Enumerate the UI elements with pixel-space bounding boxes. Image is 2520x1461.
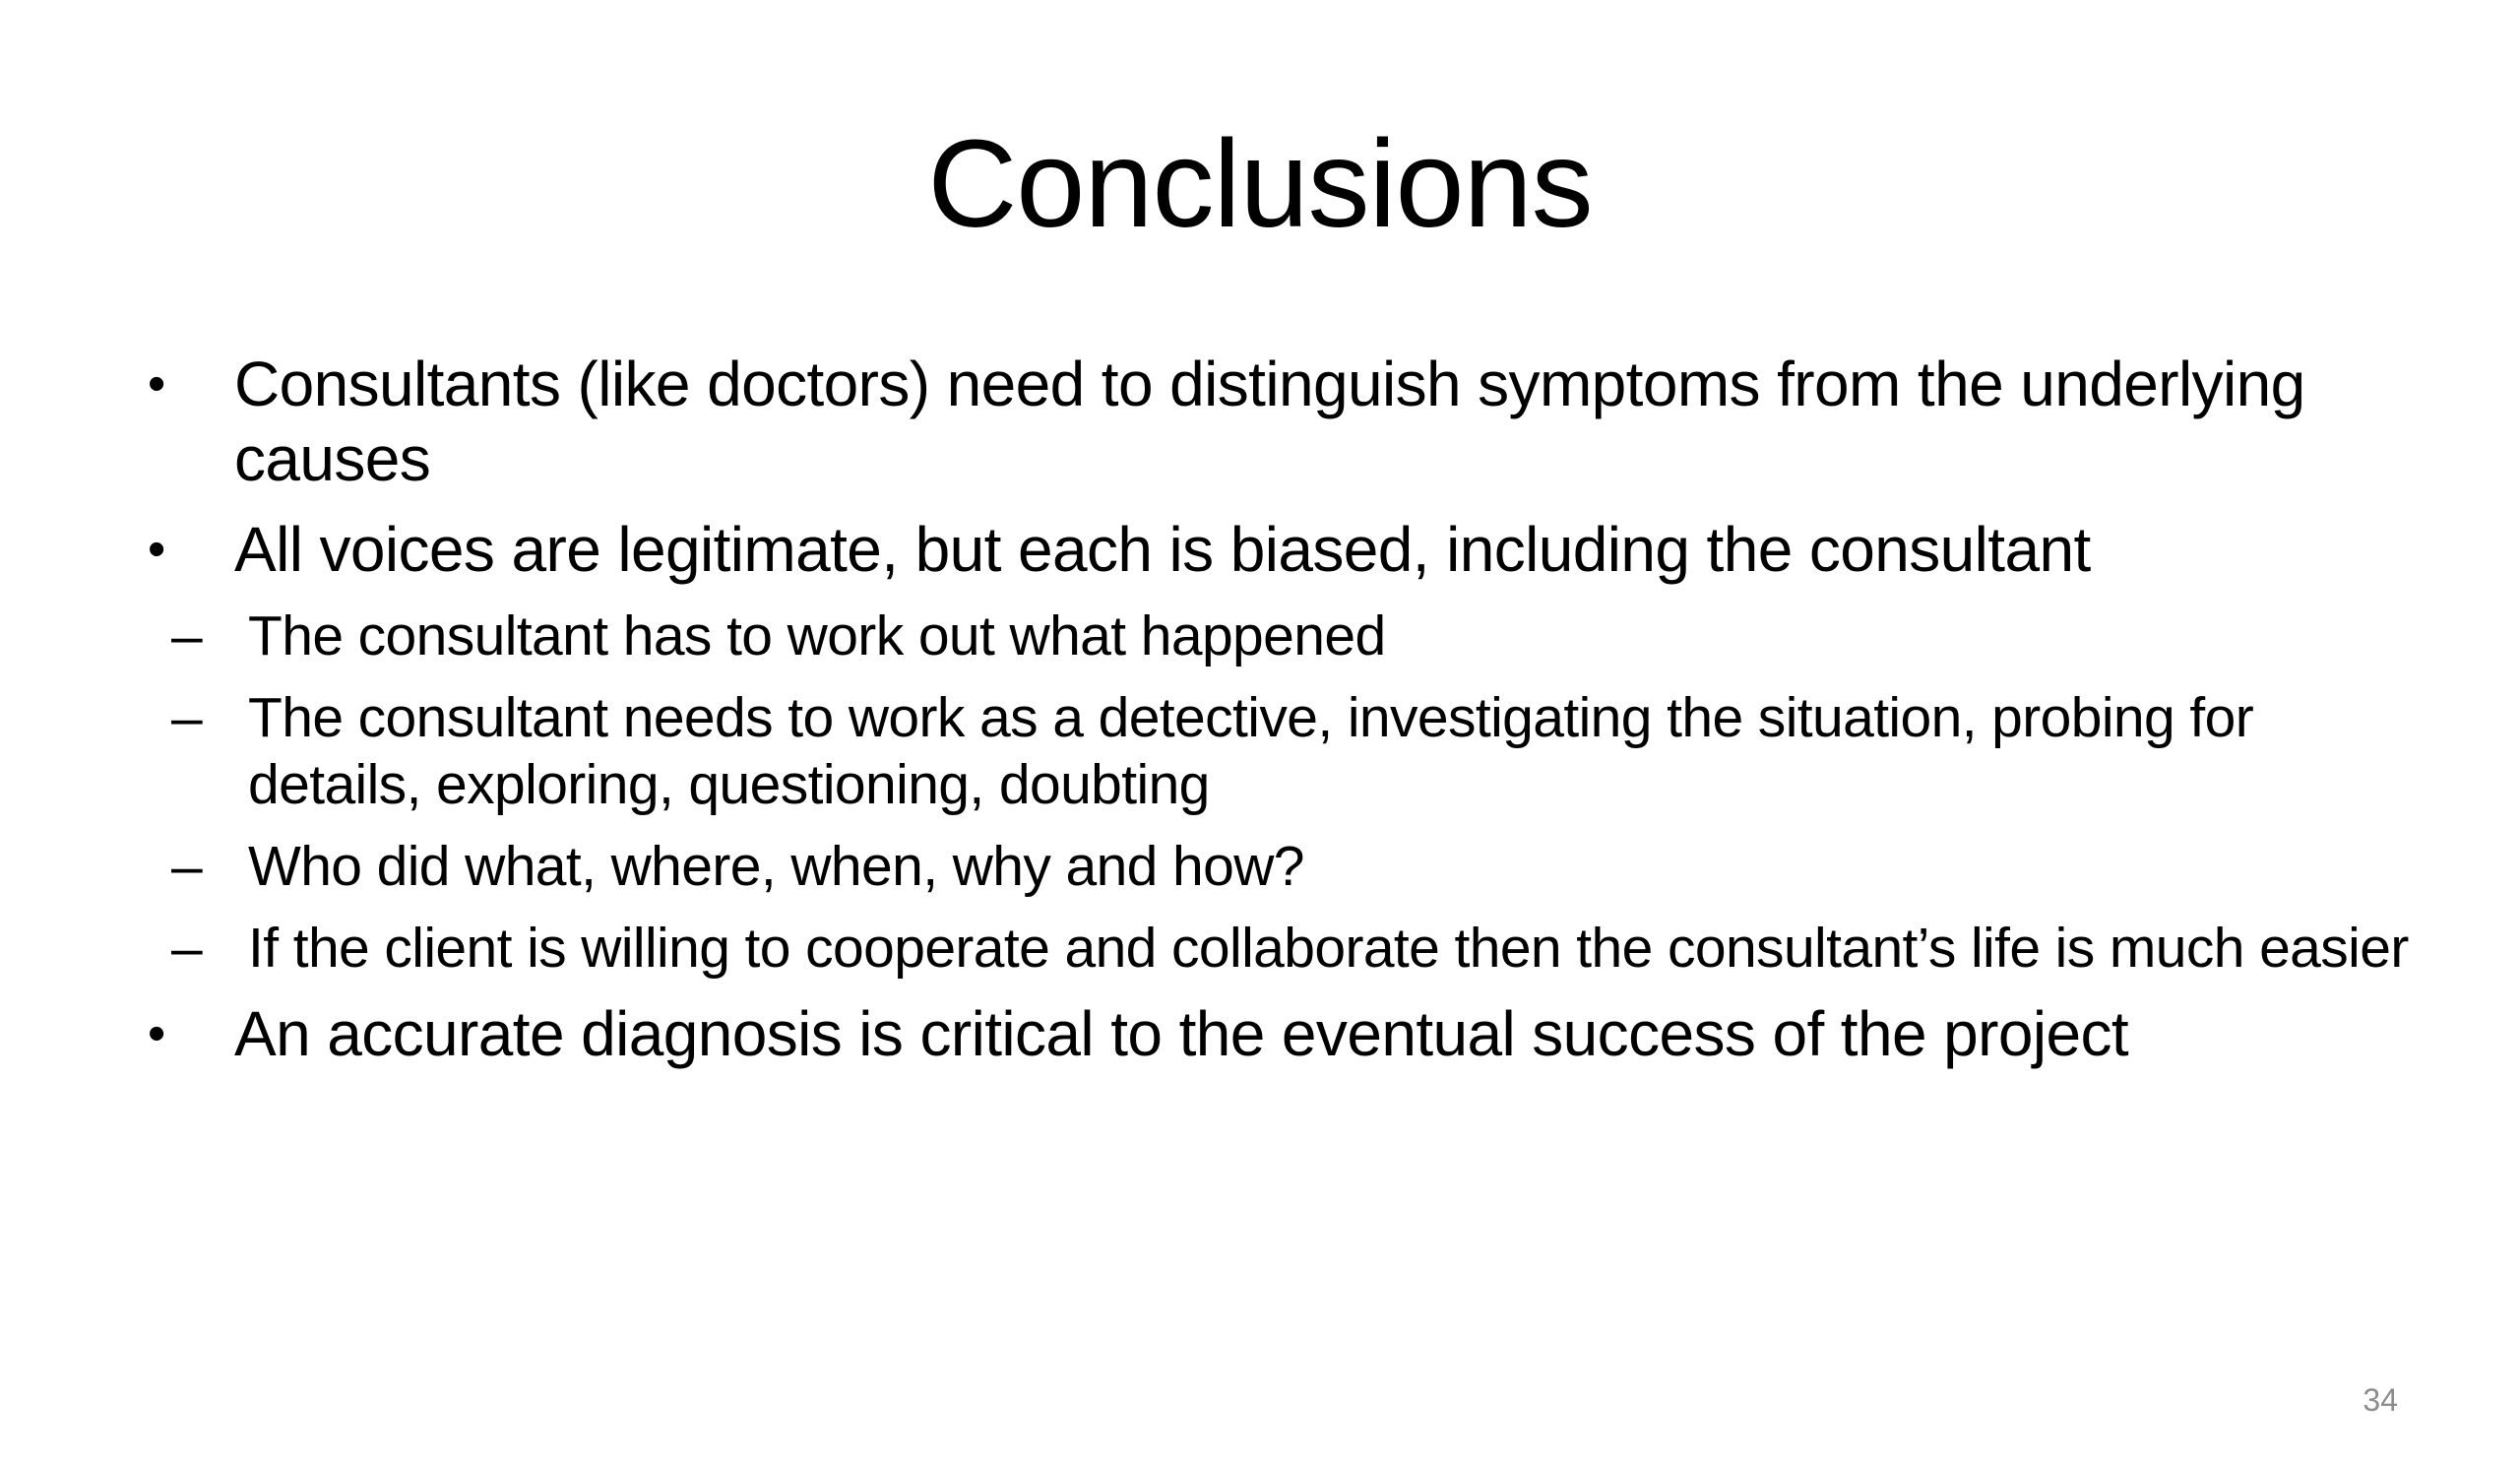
bullet-item-2 xyxy=(148,512,2412,587)
sub-bullet-item-3 xyxy=(61,833,2412,900)
sub-bullet-item-4 xyxy=(61,915,2412,982)
bullet-list xyxy=(148,347,2412,1087)
bullet-text: Consultants (like doctors) need to distinguish symptoms from the underlying causes xyxy=(234,349,2305,494)
sub-bullet-item-2 xyxy=(61,684,2412,818)
sub-bullet-list xyxy=(148,603,2412,982)
sub-bullet-text: If the client is willing to cooperate and collaborate then the consultant’s life is much easier xyxy=(248,917,2409,980)
sub-bullet-text: Who did what, where, when, why and how? xyxy=(248,835,1304,898)
page-number: 34 xyxy=(2362,1382,2398,1418)
sub-bullet-item-1 xyxy=(61,603,2412,669)
slide-title: Conclusions xyxy=(927,114,1593,253)
dash-marker: – xyxy=(171,686,203,749)
dash-marker: – xyxy=(171,835,203,898)
sub-bullet-text: The consultant needs to work as a detective, investigating the situation, probing for details, exploring, questioning, doubting xyxy=(248,686,2254,816)
bullet-item-3 xyxy=(148,996,2412,1071)
bullet-marker: • xyxy=(148,355,165,413)
dash-marker: – xyxy=(171,604,203,667)
dash-marker: – xyxy=(171,917,203,980)
bullet-text: An accurate diagnosis is critical to the eventual success of the project xyxy=(234,998,2129,1069)
bullet-text: All voices are legitimate, but each is biased, including the consultant xyxy=(234,514,2091,585)
bullet-marker: • xyxy=(148,521,165,578)
bullet-marker: • xyxy=(148,1005,165,1062)
sub-bullet-text: The consultant has to work out what happened xyxy=(248,604,1386,667)
bullet-item-1 xyxy=(148,347,2412,496)
